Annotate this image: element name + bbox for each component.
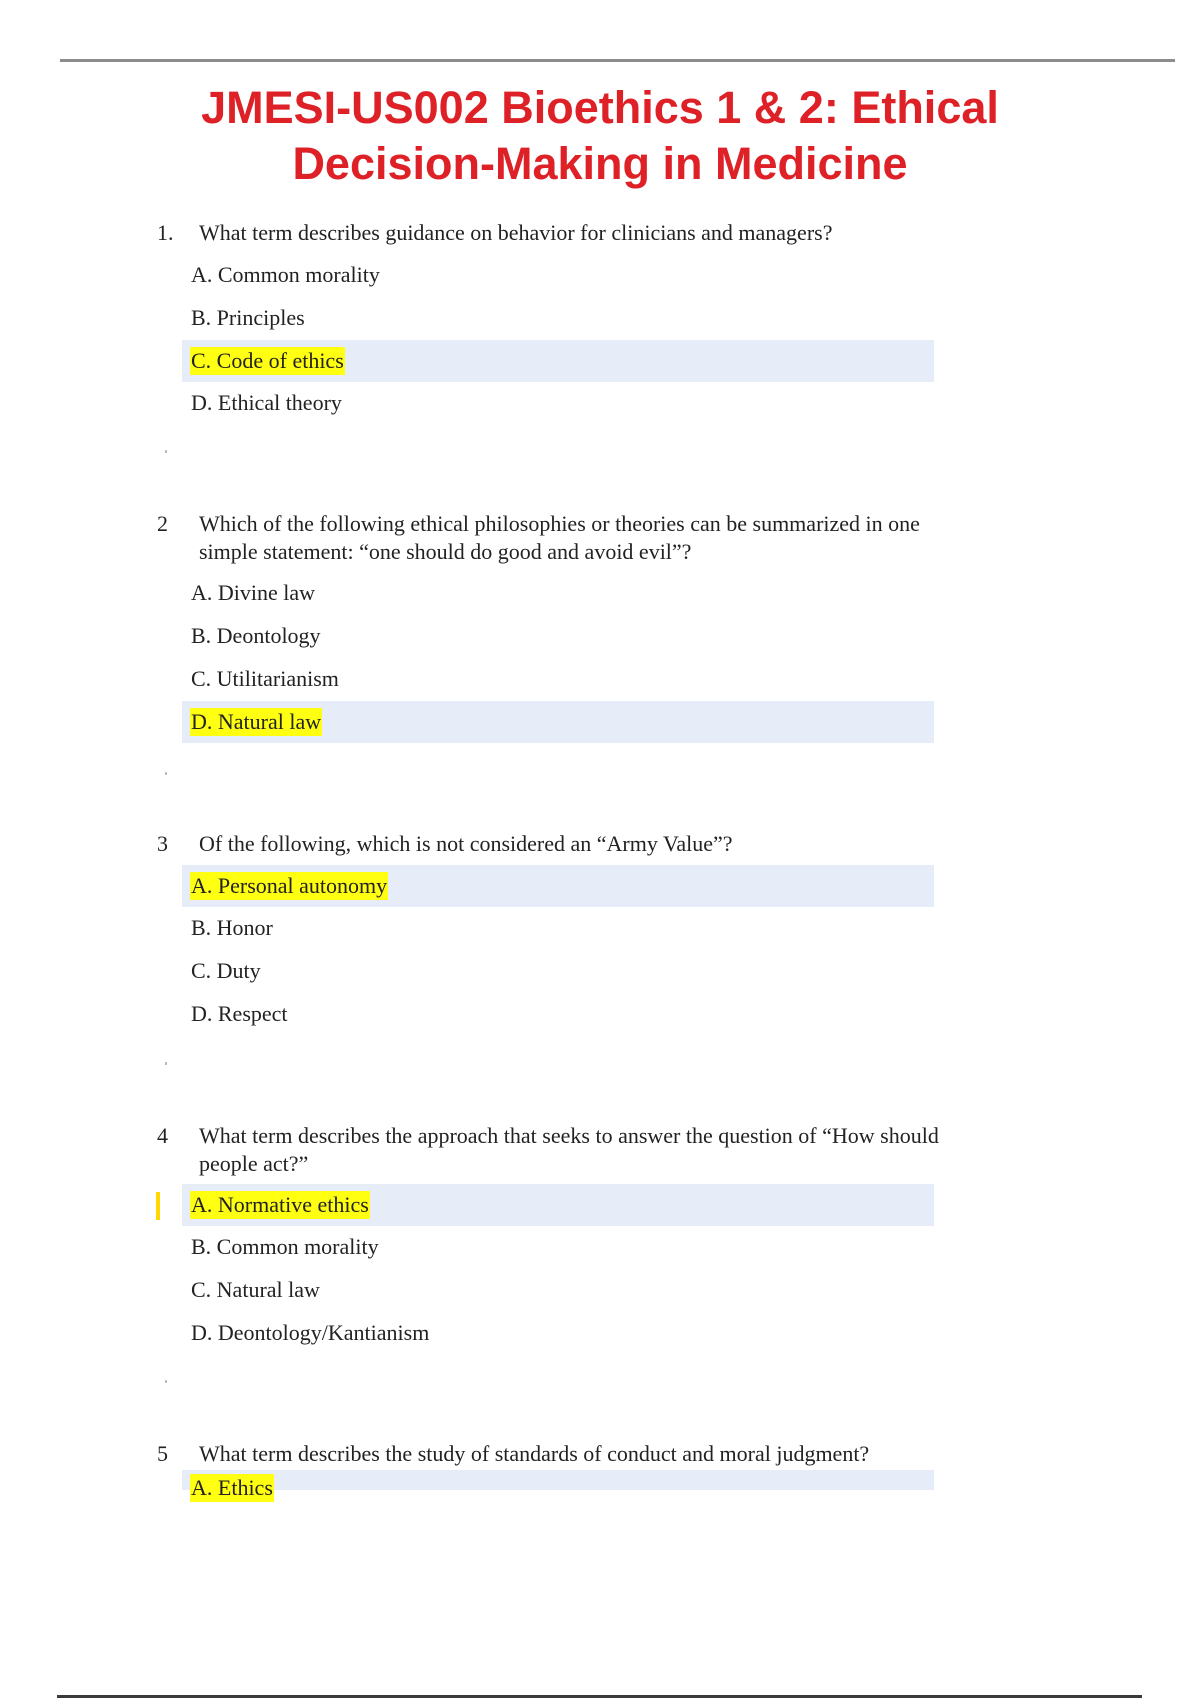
option-label: A. Personal autonomy <box>191 873 388 898</box>
question-text: Of the following, which is not considered an “Army Value”? <box>199 831 733 856</box>
option-label: D. Ethical theory <box>191 390 342 415</box>
answer-option[interactable] <box>182 1226 934 1268</box>
title-line-1: JMESI-US002 Bioethics 1 & 2: Ethical <box>201 82 999 133</box>
title-line-2: Decision-Making in Medicine <box>292 138 908 189</box>
option-label: B. Common morality <box>191 1234 379 1259</box>
option-label: A. Divine law <box>191 580 316 605</box>
top-rule <box>60 59 1175 62</box>
answer-option[interactable] <box>182 572 934 614</box>
paragraph-mark <box>165 1062 167 1065</box>
correct-answer-option[interactable] <box>182 701 934 743</box>
option-label: D. Natural law <box>191 709 322 734</box>
option-label: D. Deontology/Kantianism <box>191 1320 430 1345</box>
question-number: 4 <box>157 1123 168 1148</box>
correct-answer-option[interactable] <box>182 1184 934 1226</box>
option-label: C. Duty <box>191 958 261 983</box>
option-label: C. Utilitarianism <box>191 666 339 691</box>
document-title <box>0 80 1200 192</box>
answer-option[interactable] <box>182 658 934 700</box>
question-number: 2 <box>157 511 168 536</box>
answer-option[interactable] <box>182 615 934 657</box>
option-label: B. Honor <box>191 915 273 940</box>
question-number: 3 <box>157 831 168 856</box>
option-label: A. Normative ethics <box>191 1192 369 1217</box>
answer-option[interactable] <box>182 382 934 424</box>
question-number: 1. <box>157 220 174 245</box>
option-label: A. Ethics <box>191 1475 273 1500</box>
correct-answer-option[interactable] <box>182 340 934 382</box>
bottom-rule <box>57 1695 1142 1698</box>
correct-answer-option[interactable] <box>182 1470 934 1500</box>
option-label: D. Respect <box>191 1001 288 1026</box>
answer-option[interactable] <box>182 254 934 296</box>
option-label: B. Principles <box>191 305 305 330</box>
answer-option[interactable] <box>182 993 934 1035</box>
option-label: C. Code of ethics <box>191 348 344 373</box>
question-text: What term describes the approach that seeks to answer the question of “How should people act?” <box>199 1123 939 1176</box>
option-label: C. Natural law <box>191 1277 320 1302</box>
paragraph-mark <box>165 772 167 775</box>
question-number: 5 <box>157 1441 168 1466</box>
correct-answer-option[interactable] <box>182 865 934 907</box>
option-label: B. Deontology <box>191 623 321 648</box>
answer-option[interactable] <box>182 297 934 339</box>
paragraph-mark <box>165 450 167 453</box>
question-text: What term describes the study of standards of conduct and moral judgment? <box>199 1441 870 1466</box>
question-text: What term describes guidance on behavior for clinicians and managers? <box>199 220 833 245</box>
change-marker <box>156 1192 160 1220</box>
paragraph-mark <box>165 1380 167 1383</box>
answer-option[interactable] <box>182 950 934 992</box>
option-label: A. Common morality <box>191 262 380 287</box>
answer-option[interactable] <box>182 907 934 949</box>
question-text: Which of the following ethical philosophies or theories can be summarized in one simple statement: “one should do good and avoid evil”? <box>199 511 920 564</box>
answer-option[interactable] <box>182 1312 934 1354</box>
answer-option[interactable] <box>182 1269 934 1311</box>
